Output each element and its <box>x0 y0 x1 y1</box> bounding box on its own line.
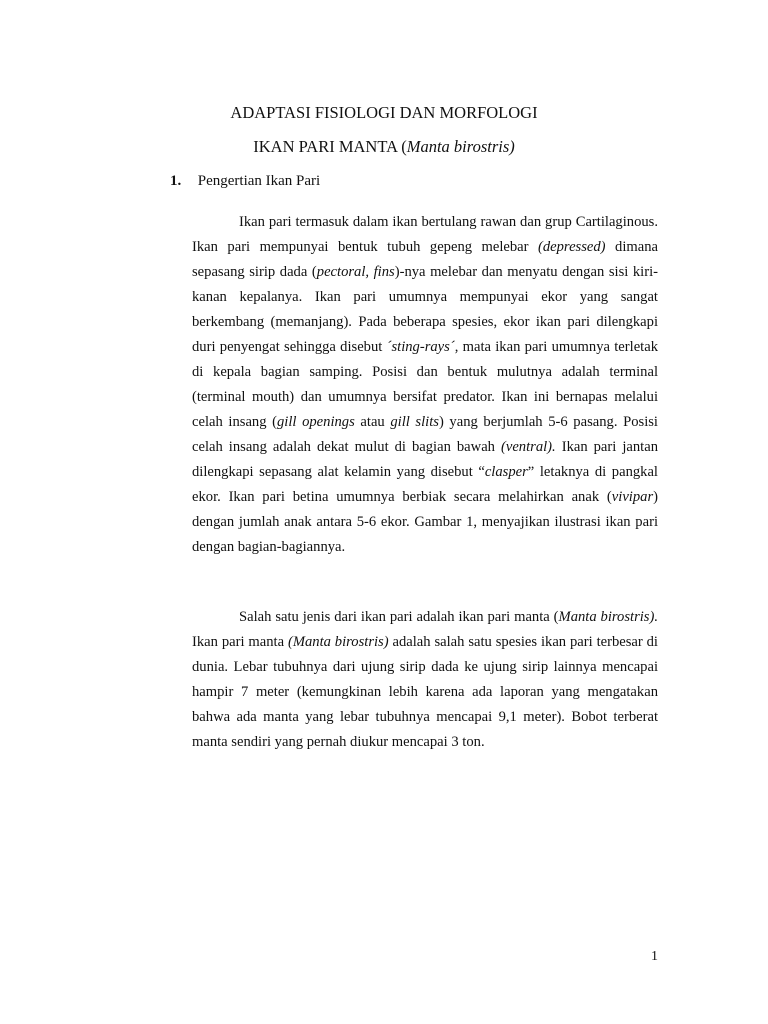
subtitle-italic: Manta birostris) <box>406 137 515 156</box>
paragraph1-run: ) dengan jumlah anak antara 5-6 ekor. Gambar 1, menyajikan ilustrasi ikan pari dengan bagian-bagiannya. <box>192 489 658 555</box>
paragraph2-run: adalah salah satu spesies ikan pari terbesar di dunia. Lebar tubuhnya dari ujung sirip dada ke ujung sirip lainnya mencapai hampir 7 meter (kemungkinan lebih karena ada laporan yang mengatakan bahwa ada manta yang lebar tubuhnya mencapai 9,1 meter). Bobot terberat manta sendiri yang pernah diukur mencapai 3 ton. <box>192 634 658 750</box>
section-number: 1. <box>170 173 182 189</box>
paragraph1-run: Ikan pari jantan dilengkapi sepasang alat kelamin yang disebut “ <box>192 439 658 480</box>
paragraph1-run: (ventral). <box>500 439 556 455</box>
paragraph1-run: gill slits <box>390 414 439 430</box>
paragraph1-run: , mata ikan pari umumnya terletak di kepala bagian samping. Posisi dan bentuk mulutnya adalah terminal (terminal mouth) dan umumnya bersifat predator. Ikan ini bernapas melalui celah insang ( <box>192 339 658 430</box>
document-title: ADAPTASI FISIOLOGI DAN MORFOLOGI <box>230 103 538 122</box>
paragraph1-run: gill openings <box>277 414 355 430</box>
paragraph1-run: pectoral, fins <box>316 264 395 280</box>
paragraph2-run: (Manta birostris) <box>287 634 389 650</box>
paragraph1-run: (depressed) <box>538 239 606 255</box>
paragraph2-run: Ikan pari manta <box>192 634 288 650</box>
section-title: Pengertian Ikan Pari <box>197 173 321 189</box>
paragraph-2 <box>192 605 658 755</box>
paragraph1-run: atau <box>354 414 391 430</box>
paragraph2-run: Manta birostris). <box>558 609 658 625</box>
paragraph-1 <box>192 210 658 560</box>
paragraph1-run: ´sting-rays´ <box>386 339 455 355</box>
subtitle-plain: IKAN PARI MANTA ( <box>253 137 407 156</box>
page-number: 1 <box>651 949 658 964</box>
paragraph1-run: Ikan pari termasuk dalam ikan bertulang rawan dan grup Cartilaginous. Ikan pari mempunyai bentuk tubuh gepeng melebar <box>192 214 658 255</box>
paragraph1-run: vivipar <box>611 489 654 505</box>
section-heading <box>170 173 320 190</box>
paragraph1-run: ) yang berjumlah 5-6 pasang. Posisi celah insang adalah dekat mulut di bagian bawah <box>192 414 658 455</box>
document-subtitle <box>0 137 768 157</box>
paragraph1-run: dimana sepasang sirip dada ( <box>192 239 658 280</box>
paragraph1-run: )-nya melebar dan menyatu dengan sisi kiri-kanan kepalanya. Ikan pari umumnya mempunyai ekor yang sangat berkembang (memanjang). Pada beberapa spesies, ekor ikan pari dilengkapi duri penyengat sehingga disebut <box>192 264 658 355</box>
paragraph1-run: ” letaknya di pangkal ekor. Ikan pari betina umumnya berbiak secara melahirkan anak ( <box>192 464 658 505</box>
paragraph2-run: Salah satu jenis dari ikan pari adalah ikan pari manta ( <box>239 609 559 625</box>
paragraph1-run: clasper <box>484 464 528 480</box>
